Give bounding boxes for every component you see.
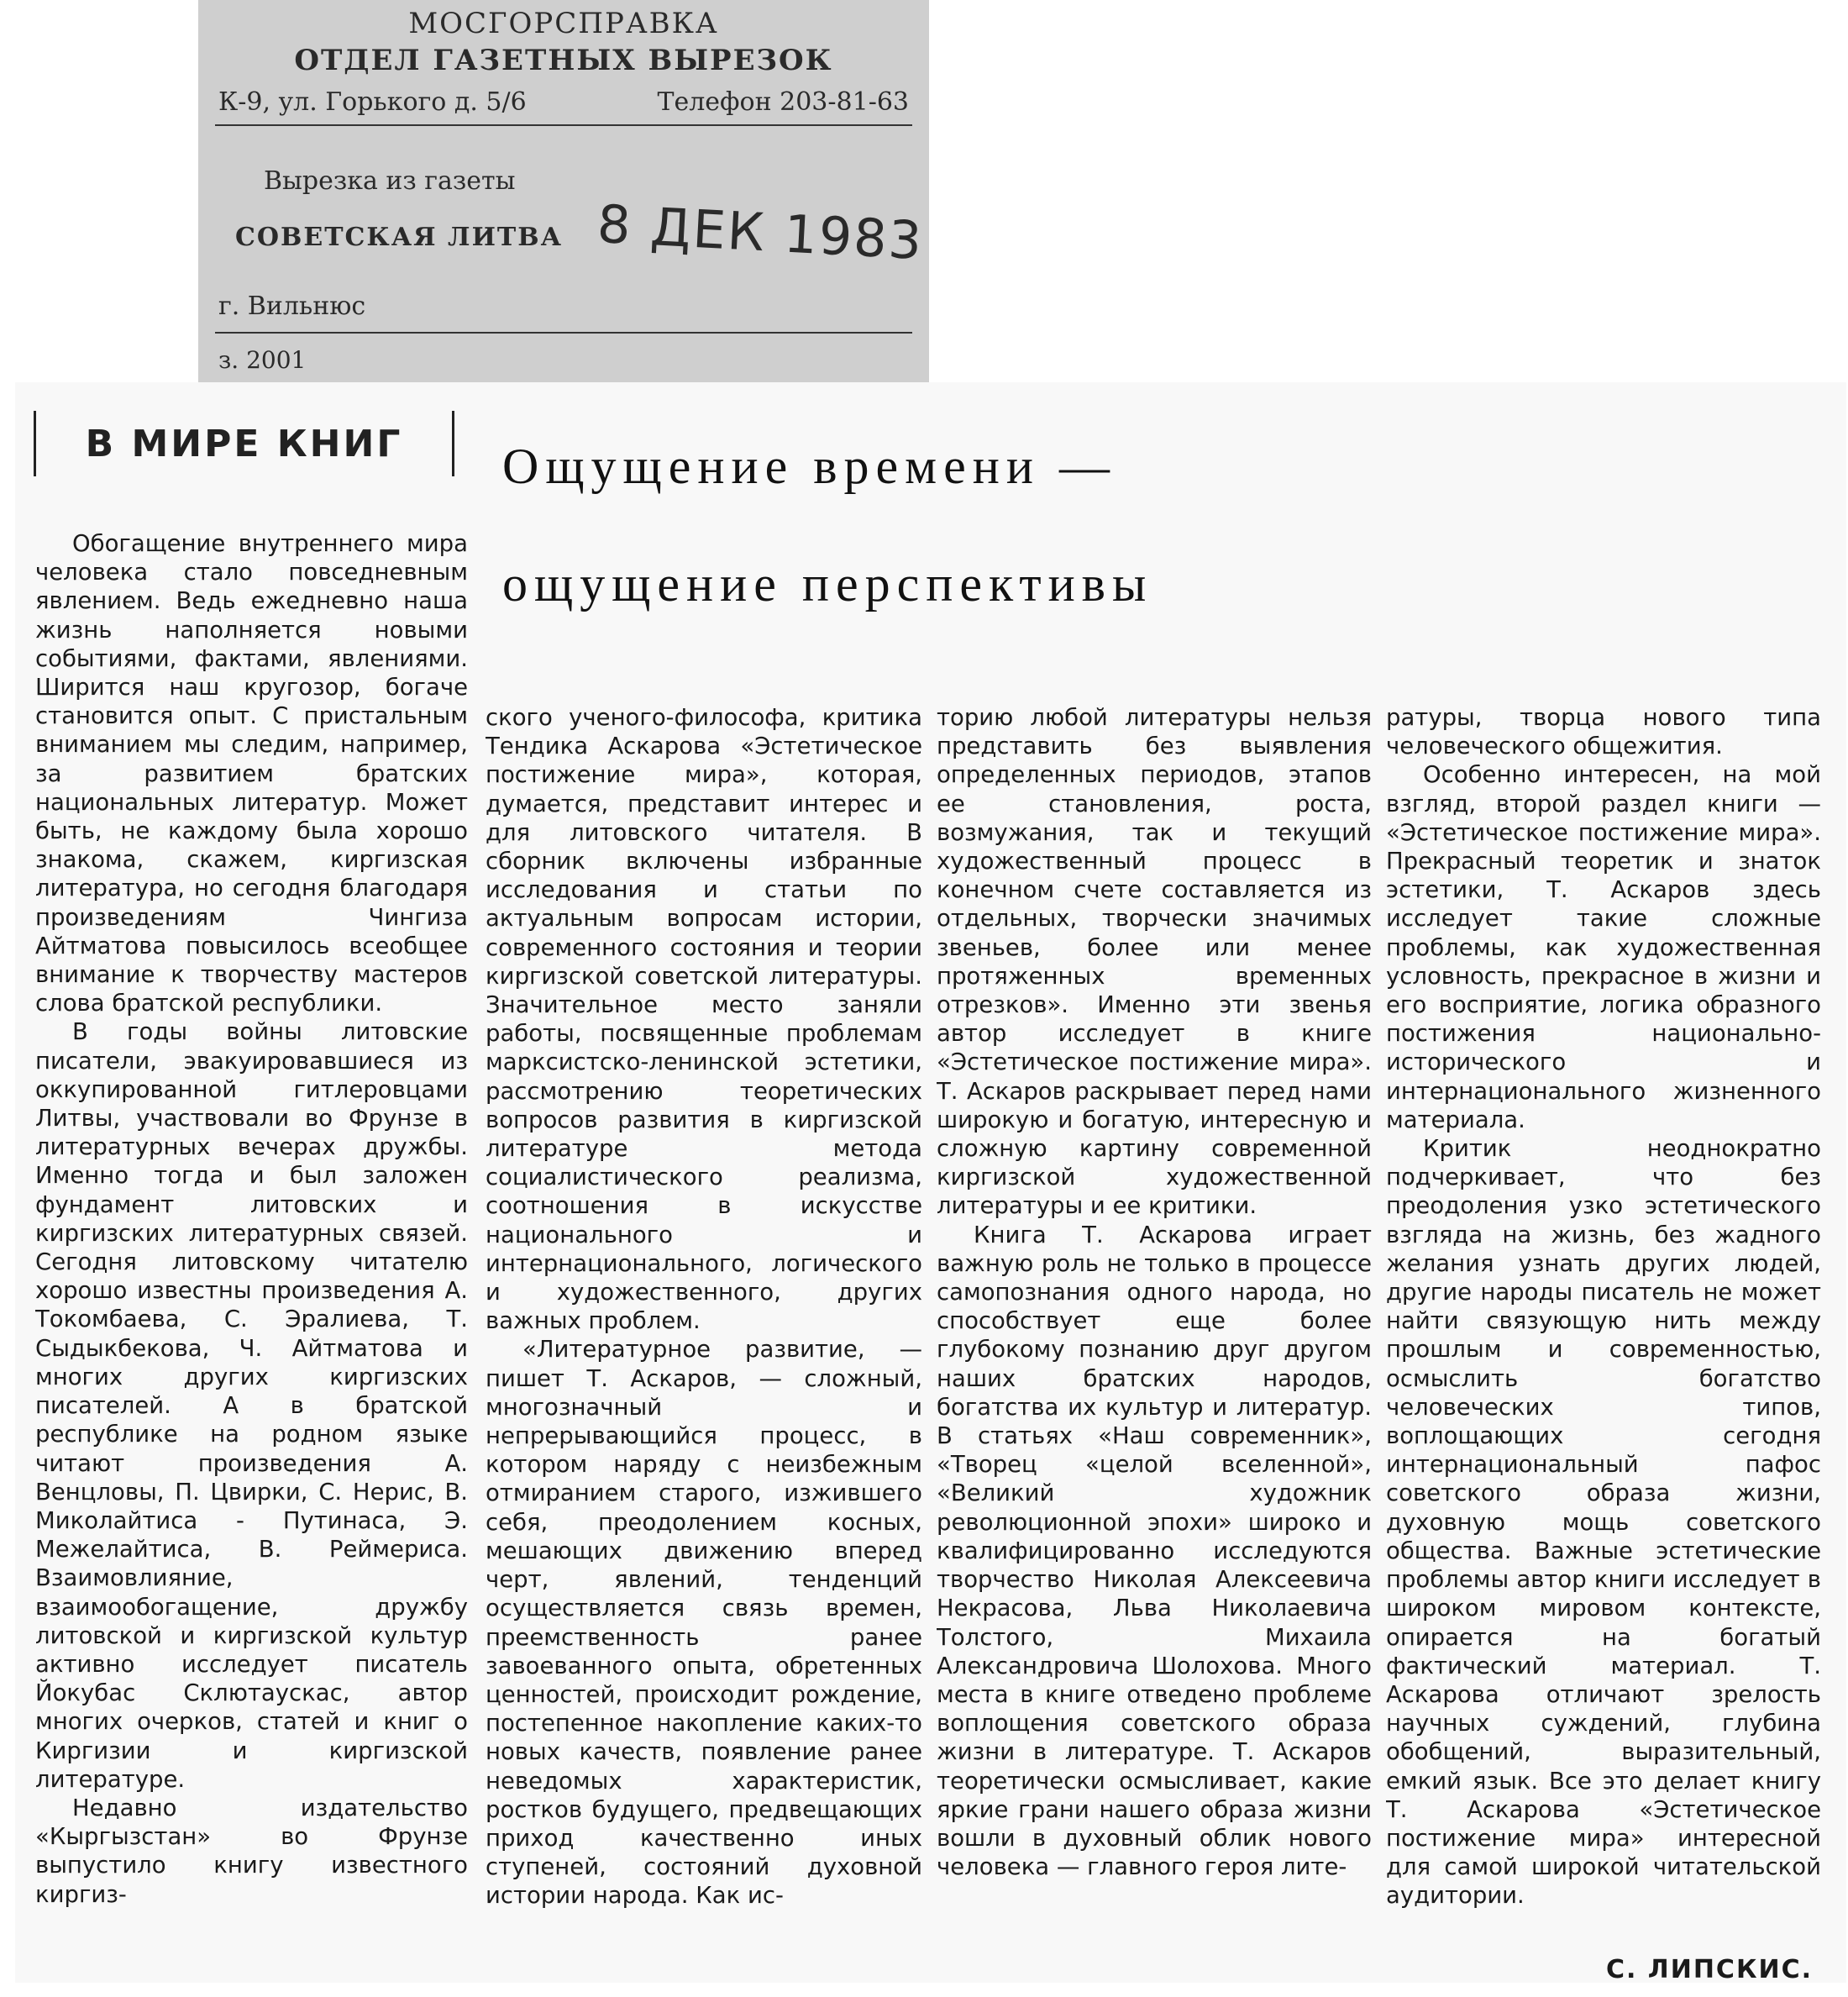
stamp-order: з. 2001 (218, 346, 307, 374)
headline-line-2: ощущение перспективы (502, 556, 1153, 612)
article-column-1 (35, 529, 468, 1974)
article-headline (502, 407, 1830, 643)
paragraph: Критик неоднократно подчеркивает, что без преодоления узко эстетического взгляда на жизнь, без жадного желания узнать других людей, другие народы писатель не может найти связующую нить между прошлым и современностью, осмыслить богатство человеческих типов, воплощающих сегодня интернациональный пафос советского образа жизни, духовную мощь советского общества. Важные эстетические проблемы автор книги исследует в широком мировом контексте, опирается на богатый фактический материал. Т. Аскарова отличают зрелость научных суждений, глубина обобщений, выразительный, емкий язык. Все это делает книгу Т. Аскарова «Эстетическое постижение мира» интересной для самой широкой читательской аудитории. (1386, 1135, 1821, 1910)
stamp-address: К-9, ул. Горького д. 5/6 (218, 87, 527, 117)
headline-line-1: Ощущение времени — (502, 439, 1116, 494)
stamp-cut-from: Вырезка из газеты (264, 166, 516, 196)
stamp-agency: МОСГОРСПРАВКА (408, 7, 719, 40)
rubric-box (34, 411, 454, 476)
paragraph: Особенно интересен, на мой взгляд, второй раздел книги — «Эстетическое постижение мира». Прекрасный теоретик и знаток эстетики, Т. Аскаров здесь исследует такие сложные проблемы, как художественная условность, прекрасное в жизни и его восприятие, логика образного постижения национально-исторического и интернационального жизненного материала. (1386, 761, 1821, 1133)
paragraph: Книга Т. Аскарова играет важную роль не только в процессе самопознания одного народа, но способствует еще более глубокому познанию друг другом наших братских народов, богатства их культур и литератур. В статьях «Наш современник», «Творец «целой вселенной», «Великий художник революционной эпохи» широко и квалифицированно исследуются творчество Николая Алексеевича Некрасова, Льва Николаевича Толстого, Михаила Александровича Шолохова. Много места в книге отведено проблеме воплощения советского образа жизни в литературе. Т. Аскаров теоретически осмысливает, какие яркие грани нашего образа жизни вошли в духовный облик нового человека — главного героя лите- (937, 1221, 1372, 1881)
newspaper-clipping (15, 382, 1846, 1983)
paragraph: ратуры, творца нового типа человеческого общежития. (1386, 704, 1821, 760)
paragraph: В годы войны литовские писатели, эвакуировавшиеся из оккупированной гитлеровцами Литвы, участвовали во Фрунзе в литературных вечерах дружбы. Именно тогда и был заложен фундамент литовских и киргизских литературных связей. Сегодня литовскому читателю хорошо известны произведения А. Токомбаева, С. Эралиева, Т. Сыдыкбекова, Ч. Айтматова и многих других киргизских писателей. А в братской республике на родном языке читают произведения А. Венцловы, П. Цвирки, С. Нерис, В. Миколайтиса - Путинаса, Э. Межелайтиса, В. Реймериса. Взаимовлияние, взаимообогащение, дружбу литовской и киргизской культур активно исследует писатель Йокубас Склютаускас, автор многих очерков, статей и книг о Киргизии и киргизской литературе. (35, 1018, 468, 1793)
paragraph: Обогащение внутреннего мира человека стало повседневным явлением. Ведь ежедневно наша жизнь наполняется новыми событиями, фактами, явлениями. Ширится наш кругозор, богаче становится опыт. С пристальным вниманием мы следим, например, за развитием братских национальных литератур. Может быть, не каждому была хорошо знакома, скажем, киргизская литература, но сегодня благодаря произведениям Чингиза Айтматова повысилось всеобщее внимание к творчеству мастеров слова братской республики. (35, 530, 468, 1017)
stamp-city: г. Вильнюс (218, 292, 366, 321)
paragraph: Недавно издательство «Кыргызстан» во Фрунзе выпустило книгу известного киргиз- (35, 1794, 468, 1908)
rubric-label: В МИРЕ КНИГ (85, 422, 403, 465)
stamp-department: ОТДЕЛ ГАЗЕТНЫХ ВЫРЕЗОК (294, 44, 833, 77)
stamp-divider (215, 332, 912, 334)
stamp-date: 8 ДЕК 1983 (596, 192, 925, 272)
stamp-newspaper: СОВЕТСКАЯ ЛИТВА (235, 223, 564, 252)
paragraph: торию любой литературы нельзя представить без выявления определенных периодов, этапов ее становления, роста, возмужания, так и текущий художественный процесс в конечном счете составляется из отдельных, творчески значимых звеньев, более или менее протяженных временных отрезков». Именно эти звенья автор исследует в книге «Эстетическое постижение мира». Т. Аскаров раскрывает перед нами широкую и богатую, интересную и сложную картину современной киргизской художественной литературы и ее критики. (937, 704, 1372, 1220)
article-column-2 (486, 703, 922, 1980)
article-column-3 (937, 703, 1372, 1980)
paragraph: ского ученого-философа, критика Тендика Аскарова «Эстетическое постижение мира», которая, думается, представит интерес и для литовского читателя. В сборник включены избранные исследования и статьи по актуальным вопросам истории, современного состояния и теории киргизской советской литературы. Значительное место заняли работы, посвященные проблемам марксистско-ленинской эстетики, рассмотрению теоретических вопросов развития в киргизской литературе метода социалистического реализма, соотношения в искусстве национального и интернационального, логического и художественного, других важных проблем. (486, 704, 922, 1335)
paragraph: «Литературное развитие, — пишет Т. Аскаров, — сложный, многозначный и непрерывающийся процесс, в котором наряду с неизбежным отмиранием старого, изжившего себя, преодолением косных, мешающих движению вперед черт, явлений, тенденций осуществляется связь времен, преемственность ранее завоеванного опыта, обретенных ценностей, происходит рождение, постепенное накопление каких-то новых качеств, появление ранее неведомых характеристик, ростков будущего, предвещающих приход качественно иных ступеней, состояний духовной истории народа. Как ис- (486, 1336, 922, 1910)
stamp-divider (215, 124, 912, 126)
article-column-4 (1386, 703, 1821, 1980)
author-signature: С. ЛИПСКИС. (1605, 1955, 1813, 1984)
archive-stamp (198, 0, 929, 382)
stamp-phone: Телефон 203-81-63 (657, 87, 909, 117)
